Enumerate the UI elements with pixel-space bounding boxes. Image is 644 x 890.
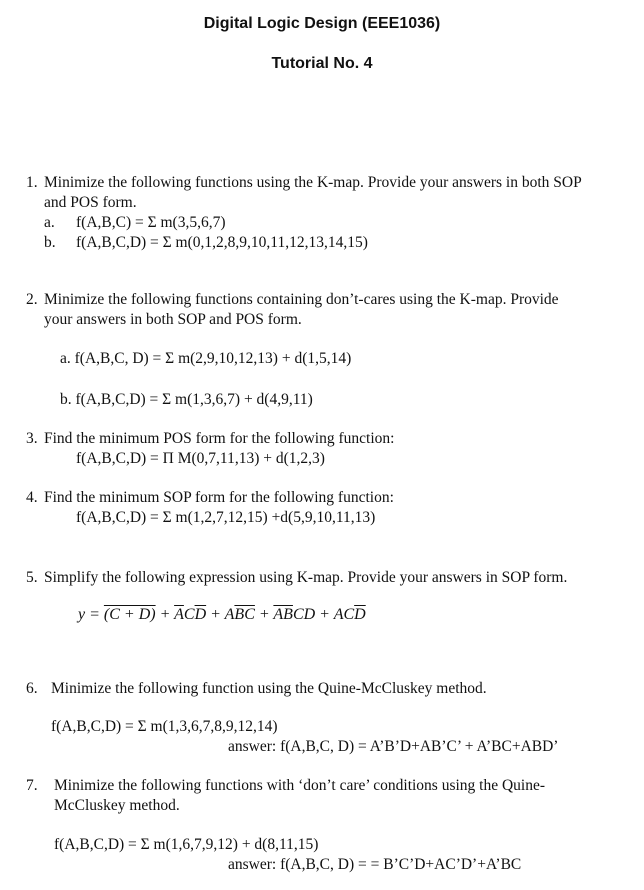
- expr-term: $\overline{AB}$: [273, 606, 293, 623]
- question-text: Find the minimum POS form for the following function:: [44, 430, 395, 447]
- question-text: Minimize the following functions with ‘don’t care’ conditions using the Quine-: [54, 777, 546, 794]
- expr-operator: +: [206, 606, 225, 623]
- question-text: your answers in both SOP and POS form.: [44, 311, 302, 328]
- expr-term: $\overline{D}$: [194, 606, 207, 623]
- function-expression: f(A,B,C) = Σ m(3,5,6,7): [76, 214, 226, 231]
- function-expression: f(A,B,C,D) = Σ m(1,2,7,12,15) +d(5,9,10,11,13): [76, 509, 376, 526]
- question-text: Simplify the following expression using K-map. Provide your answers in SOP form.: [44, 569, 568, 586]
- question-number: 3.: [26, 430, 38, 447]
- question-text: Find the minimum SOP form for the following function:: [44, 489, 394, 506]
- expr-term: AC: [333, 606, 355, 623]
- boolean-expression: [78, 606, 366, 624]
- expr-operator: +: [254, 606, 274, 623]
- function-expression: b. f(A,B,C,D) = Σ m(1,3,6,7) + d(4,9,11): [60, 391, 313, 408]
- expr-operator: +: [155, 606, 175, 623]
- expr-operator: +: [315, 606, 334, 623]
- tutorial-number: Tutorial No. 4: [271, 55, 373, 72]
- function-expression: f(A,B,C,D) = Σ m(1,3,6,7,8,9,12,14): [51, 718, 278, 735]
- question-number: 4.: [26, 489, 38, 506]
- document-title: Digital Logic Design (EEE1036): [203, 15, 441, 32]
- function-expression: f(A,B,C,D) = Π M(0,7,11,13) + d(1,2,3): [76, 450, 325, 467]
- answer-text: answer: f(A,B,C, D) = A’B’D+AB’C’ + A’BC+ABD’: [228, 738, 559, 755]
- question-number: 5.: [26, 569, 38, 586]
- expr-term: $\overline{BC}$: [234, 606, 255, 623]
- question-text: Minimize the following functions using the K-map. Provide your answers in both SOP: [44, 174, 582, 191]
- expr-operator: =: [85, 606, 104, 623]
- answer-text: answer: f(A,B,C, D) = = B’C’D+AC’D’+A’BC: [228, 856, 522, 873]
- question-text: Minimize the following functions containing don’t-cares using the K-map. Provide: [44, 291, 559, 308]
- question-number: 2.: [26, 291, 38, 308]
- expr-term: A: [224, 606, 235, 623]
- item-label: a.: [44, 214, 55, 231]
- expr-term: CD: [292, 606, 316, 623]
- expr-term: C: [183, 606, 195, 623]
- function-expression: a. f(A,B,C, D) = Σ m(2,9,10,12,13) + d(1,5,14): [60, 350, 352, 367]
- question-text: McCluskey method.: [54, 797, 180, 814]
- question-number: 6.: [26, 680, 38, 697]
- expr-term: (C + D): [103, 606, 156, 623]
- question-number: 1.: [26, 174, 38, 191]
- expr-term: $\overline{D}$: [354, 606, 366, 623]
- function-expression: f(A,B,C,D) = Σ m(1,6,7,9,12) + d(8,11,15): [54, 836, 319, 853]
- function-expression: f(A,B,C,D) = Σ m(0,1,2,8,9,10,11,12,13,14,15): [76, 234, 368, 251]
- question-number: 7.: [26, 777, 38, 794]
- expr-term: $\overline{A}$: [174, 606, 184, 623]
- question-text: Minimize the following function using the Quine-McCluskey method.: [51, 680, 487, 697]
- item-label: b.: [44, 234, 56, 251]
- expr-var: y: [78, 606, 86, 623]
- question-text: and POS form.: [44, 194, 137, 211]
